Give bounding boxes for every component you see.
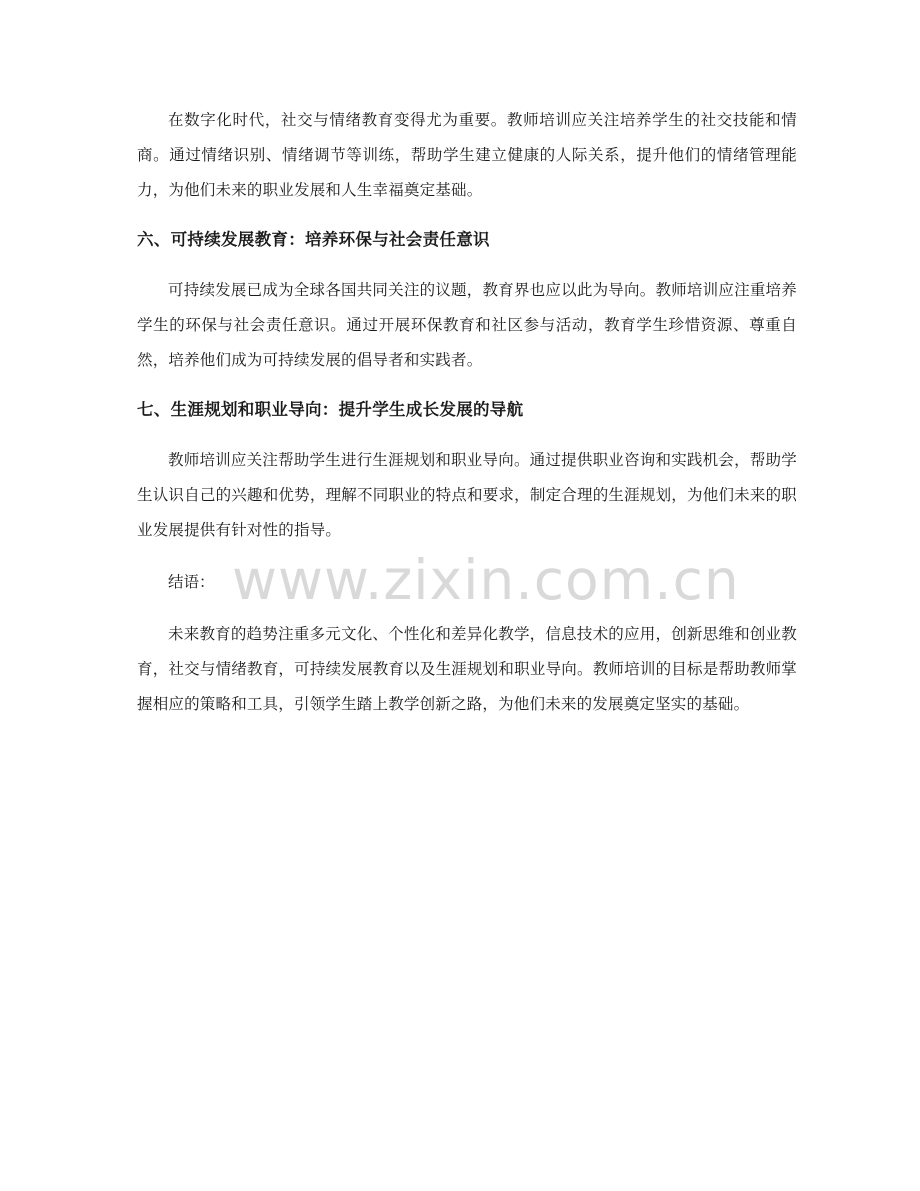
paragraph-conclusion: 未来教育的趋势注重多元文化、个性化和差异化教学，信息技术的应用，创新思维和创业教育，社交与情绪教育，可持续发展教育以及生涯规划和职业导向。教师培训的目标是帮助教师掌握相应的策略和工具，引领学生踏上教学创新之路，为他们未来的发展奠定坚实的基础。 bbox=[137, 625, 797, 713]
section-heading-career: 七、生涯规划和职业导向：提升学生成长发展的导航 bbox=[137, 400, 524, 419]
paragraph-sustainability: 可持续发展已成为全球各国共同关注的议题，教育界也应以此为导向。教师培训应注重培养学生的环保与社会责任意识。通过开展环保教育和社区参与活动，教育学生珍惜资源、尊重自然，培养他们成为可持续发展的倡导者和实践者。 bbox=[137, 281, 797, 369]
document-body bbox=[137, 103, 797, 739]
section-heading-sustainability: 六、可持续发展教育：培养环保与社会责任意识 bbox=[137, 230, 490, 249]
paragraph-career: 教师培训应关注帮助学生进行生涯规划和职业导向。通过提供职业咨询和实践机会，帮助学生认识自己的兴趣和优势，理解不同职业的特点和要求，制定合理的生涯规划，为他们未来的职业发展提供有针对性的指导。 bbox=[137, 451, 797, 539]
watermark: www.zixin.com.cn bbox=[232, 548, 740, 612]
conclusion-label: 结语： bbox=[168, 573, 215, 591]
paragraph-social-emotional: 在数字化时代，社交与情绪教育变得尤为重要。教师培训应关注培养学生的社交技能和情商。通过情绪识别、情绪调节等训练，帮助学生建立健康的人际关系，提升他们的情绪管理能力，为他们未来的职业发展和人生幸福奠定基础。 bbox=[137, 111, 797, 199]
